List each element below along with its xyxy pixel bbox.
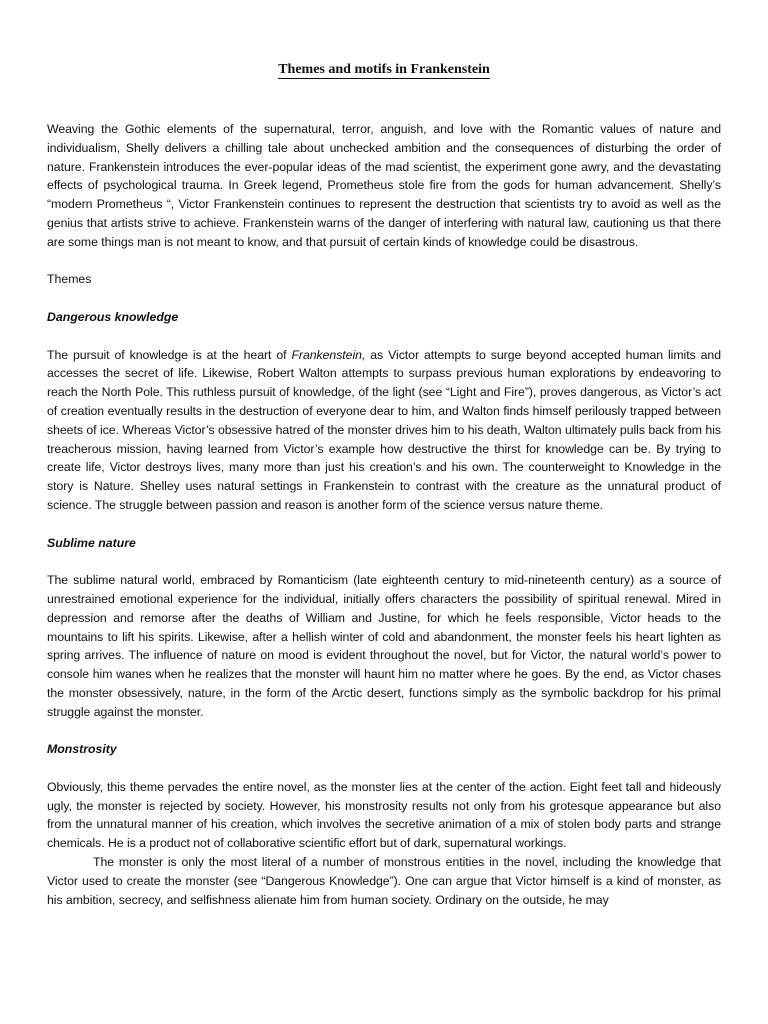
document-title: Themes and motifs in Frankenstein xyxy=(278,62,490,77)
monstrosity-paragraph-2: The monster is only the most literal of a number of monstrous entities in the novel, including the knowledge that Victor used to create the monster (see “Dangerous Knowledge”). One can argue that Victor himself is a kind of monster, as his ambition, secrecy, and selfishness alienate him from human society. Ordinary on the outside, he may xyxy=(47,855,721,907)
section-heading-monstrosity: Monstrosity xyxy=(47,742,117,757)
section-heading-knowledge: Dangerous knowledge xyxy=(47,309,179,324)
section-heading-nature: Sublime nature xyxy=(47,535,136,550)
monstrosity-paragraph-1: Obviously, this theme pervades the entire novel, as the monster lies at the center of the action. Eight feet tall and hideously ugly, the monster is rejected by society. However, his monstrosity results not only from his grotesque appearance but also from the unnatural manner of his creation, which involves the secretive animation of a mix of stolen body parts and strange chemicals. He is a product not of collaborative scientific effort but of dark, supernatural workings. xyxy=(47,779,721,851)
knowledge-paragraph: The pursuit of knowledge is at the heart of Frankenstein, as Victor attempts to surge beyond accepted human limits and accesses the secret of life. Likewise, Robert Walton attempts to surpass previous human explorations by endeavoring to reach the North Pole. This ruthless pursuit of knowledge, of the light (see “Light and Fire”), proves dangerous, as Victor’s act of creation eventually results in the destruction of everyone dear to him, and Walton finds himself perilously trapped between sheets of ice. Whereas Victor’s obsessive hatred of the monster drives him to his death, Walton ultimately pulls back from his treacherous mission, having learned from Victor’s example how destructive the thirst for knowledge can be. By trying to create life, Victor destroys lives, many more than just his creation’s and his own. The counterweight to Knowledge in the story is Nature. Shelley uses natural settings in Frankenstein to contrast with the creature as the unnatural product of science. The struggle between passion and reason is another form of the science versus nature theme. xyxy=(47,347,721,512)
themes-heading: Themes xyxy=(47,272,92,287)
nature-paragraph: The sublime natural world, embraced by Romanticism (late eighteenth century to mid-nineteenth century) as a source of unrestrained emotional experience for the individual, initially offers characters the possibility of spiritual renewal. Mired in depression and remorse after the deaths of William and Justine, for which he feels responsible, Victor heads to the mountains to lift his spirits. Likewise, after a hellish winter of cold and abandonment, the monster feels his heart lighten as spring arrives. The influence of nature on mood is evident throughout the novel, but for Victor, the natural world’s power to console him wanes when he realizes that the monster will haunt him no matter where he goes. By the end, as Victor chases the monster obsessively, nature, in the form of the Arctic desert, functions simply as the symbolic backdrop for his primal struggle against the monster. xyxy=(47,573,721,719)
intro-paragraph: Weaving the Gothic elements of the supernatural, terror, anguish, and love with the Romantic values of nature and individualism, Shelly delivers a chilling tale about unchecked ambition and the consequences of disturbing the order of nature. Frankenstein introduces the ever-popular ideas of the mad scientist, the experiment gone awry, and the devastating effects of psychological trauma. In Greek legend, Prometheus stole fire from the gods for human advancement. Shelly’s “modern Prometheus “, Victor Frankenstein continues to represent the destruction that scientists try to avoid as well as the genius that artists strive to achieve. Frankenstein warns of the danger of interfering with natural law, cautioning us that there are some things man is not meant to know, and that pursuit of certain kinds of knowledge could be disastrous. xyxy=(47,122,721,249)
